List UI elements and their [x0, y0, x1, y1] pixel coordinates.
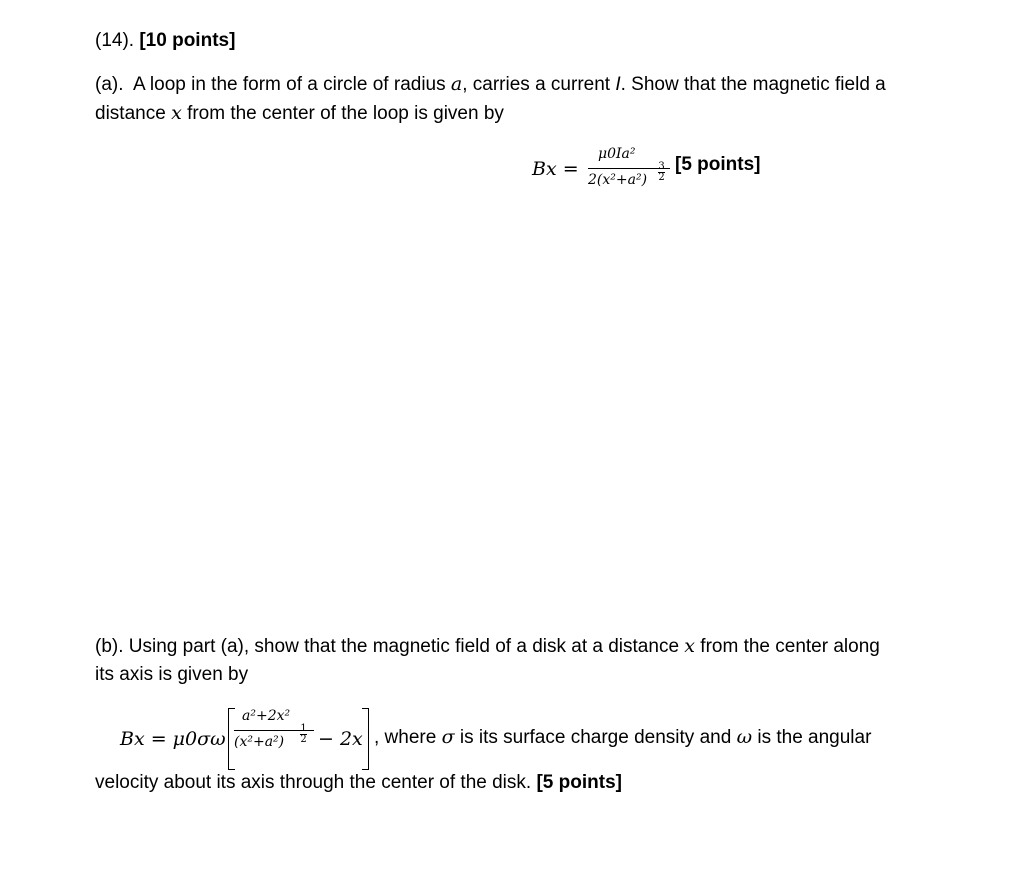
right-bracket [362, 708, 369, 770]
equation-numerator: μ0Ia² [598, 146, 636, 162]
part-a-text: from the center of the loop is given by [187, 103, 504, 124]
equation-numerator: a²+2x² [242, 708, 291, 724]
equation-lhs: Bx = [532, 158, 579, 180]
equation-exponent [300, 724, 307, 745]
part-a-points: [5 points] [675, 154, 761, 175]
variable-a: a [450, 73, 463, 95]
part-a-text: A loop in the form of a circle of radius [133, 74, 446, 95]
part-b-text: is the angular [757, 727, 872, 748]
part-b-text: is its surface charge density and [459, 727, 732, 748]
part-a-line-2 [95, 101, 504, 126]
question-number: (14). [95, 30, 135, 51]
part-b-line-2: its axis is given by [95, 664, 249, 685]
part-b-label: (b). [95, 636, 124, 657]
part-a-label: (a). [95, 74, 124, 95]
denominator-base: 2(x²+a²) [588, 172, 648, 188]
equation-denominator [234, 723, 307, 750]
equation-minus-term: − 2x [318, 728, 363, 750]
part-b-text: , where [374, 727, 437, 748]
equation-lhs: Bx = μ0σω [120, 728, 226, 750]
variable-omega: ω [736, 726, 753, 748]
variable-I: I [615, 74, 621, 95]
variable-x: x [171, 102, 182, 124]
exponent-denominator: 2 [300, 734, 307, 745]
variable-x: x [684, 635, 696, 657]
part-b-tail-text [374, 726, 871, 749]
question-points: [10 points] [139, 30, 236, 51]
part-b-line-4 [95, 771, 622, 795]
part-b-text: from the center along [700, 636, 880, 657]
equation-denominator [588, 161, 665, 188]
exponent-denominator: 2 [658, 172, 665, 183]
denominator-base: (x²+a²) [234, 734, 285, 750]
part-a-text: distance [95, 103, 166, 124]
part-b-points: [5 points] [536, 772, 622, 793]
question-header [95, 29, 235, 53]
part-a-line-1 [95, 72, 886, 97]
exponent-numerator: 1 [300, 723, 307, 734]
part-a-text: , carries a current [462, 74, 611, 95]
part-b-line-1 [95, 634, 880, 659]
equation-exponent [658, 162, 665, 183]
exponent-numerator: 3 [658, 161, 665, 172]
part-b-text: velocity about its axis through the center of the disk. [95, 772, 532, 793]
variable-sigma: σ [441, 726, 455, 748]
part-b-text: Using part (a), show that the magnetic field of a disk at a distance [128, 636, 680, 657]
part-a-text: . Show that the magnetic field a [620, 74, 886, 95]
